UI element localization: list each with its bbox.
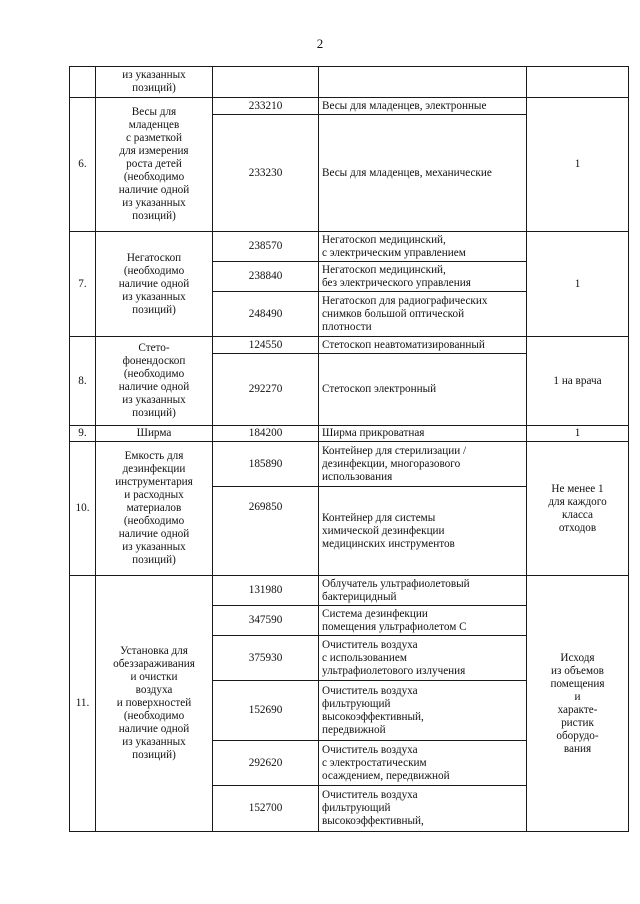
equipment-description: Весы для младенцев, электронные <box>319 98 527 115</box>
equipment-code: 292620 <box>213 741 319 786</box>
description-cell <box>319 67 527 98</box>
equipment-code: 185890 <box>213 442 319 487</box>
equipment-description: Очиститель воздуха с использованием ультрафиолетового излучения <box>319 636 527 681</box>
code-cell <box>213 67 319 98</box>
equipment-code: 347590 <box>213 606 319 636</box>
equipment-quantity: Исходя из объемов помещения и характе- ристик оборудо- вания <box>527 576 629 832</box>
table-row <box>70 337 629 354</box>
equipment-description: Контейнер для системы химической дезинфекции медицинских инструментов <box>319 487 527 576</box>
equipment-description: Негатоскоп медицинский, без электрического управления <box>319 262 527 292</box>
equipment-name: Ширма <box>96 426 213 442</box>
equipment-quantity: 1 <box>527 232 629 337</box>
row-number: 7. <box>70 232 96 337</box>
equipment-name: Емкость для дезинфекции инструментария и расходных материалов (необходимо наличие одной из указанных позиций) <box>96 442 213 576</box>
equipment-code: 238570 <box>213 232 319 262</box>
equipment-description: Ширма прикроватная <box>319 426 527 442</box>
table-row <box>70 98 629 115</box>
equipment-name: Весы для младенцев с разметкой для измерения роста детей (необходимо наличие одной из указанных позиций) <box>96 98 213 232</box>
equipment-name: Установка для обеззараживания и очистки воздуха и поверхностей (необходимо наличие одной из указанных позиций) <box>96 576 213 832</box>
equipment-description: Контейнер для стерилизации / дезинфекции, многоразового использования <box>319 442 527 487</box>
equipment-code: 124550 <box>213 337 319 354</box>
page-number: 2 <box>316 36 324 51</box>
equipment-code: 233230 <box>213 115 319 232</box>
equipment-code: 248490 <box>213 292 319 337</box>
equipment-code: 184200 <box>213 426 319 442</box>
equipment-quantity: 1 на врача <box>527 337 629 426</box>
table-row <box>70 426 629 442</box>
equipment-code: 238840 <box>213 262 319 292</box>
table-row <box>70 576 629 606</box>
equipment-description: Облучатель ультрафиолетовый бактерицидный <box>319 576 527 606</box>
row-number: 10. <box>70 442 96 576</box>
row-number-cell <box>70 67 96 98</box>
equipment-description: Очиститель воздуха с электростатическим осаждением, передвижной <box>319 741 527 786</box>
equipment-code: 292270 <box>213 354 319 426</box>
equipment-name: из указанных позиций) <box>96 67 213 98</box>
table-row <box>70 442 629 487</box>
equipment-description: Стетоскоп неавтоматизированный <box>319 337 527 354</box>
row-number: 8. <box>70 337 96 426</box>
equipment-description: Негатоскоп для радиографических снимков большой оптической плотности <box>319 292 527 337</box>
equipment-description: Очиститель воздуха фильтрующий высокоэффективный, <box>319 786 527 832</box>
table-row <box>70 232 629 262</box>
equipment-code: 152690 <box>213 681 319 741</box>
row-number: 11. <box>70 576 96 832</box>
equipment-code: 269850 <box>213 487 319 576</box>
equipment-code: 233210 <box>213 98 319 115</box>
row-number: 9. <box>70 426 96 442</box>
equipment-quantity: Не менее 1 для каждого класса отходов <box>527 442 629 576</box>
equipment-description: Негатоскоп медицинский, с электрическим управлением <box>319 232 527 262</box>
equipment-code: 152700 <box>213 786 319 832</box>
quantity-cell <box>527 67 629 98</box>
equipment-name: Стето- фонендоскоп (необходимо наличие одной из указанных позиций) <box>96 337 213 426</box>
equipment-description: Стетоскоп электронный <box>319 354 527 426</box>
table-row <box>70 67 629 98</box>
equipment-name: Негатоскоп (необходимо наличие одной из указанных позиций) <box>96 232 213 337</box>
equipment-table <box>69 66 629 832</box>
row-number: 6. <box>70 98 96 232</box>
equipment-quantity: 1 <box>527 426 629 442</box>
equipment-quantity: 1 <box>527 98 629 232</box>
equipment-code: 375930 <box>213 636 319 681</box>
equipment-code: 131980 <box>213 576 319 606</box>
equipment-description: Весы для младенцев, механические <box>319 115 527 232</box>
equipment-description: Очиститель воздуха фильтрующий высокоэффективный, передвижной <box>319 681 527 741</box>
equipment-description: Система дезинфекции помещения ультрафиолетом С <box>319 606 527 636</box>
